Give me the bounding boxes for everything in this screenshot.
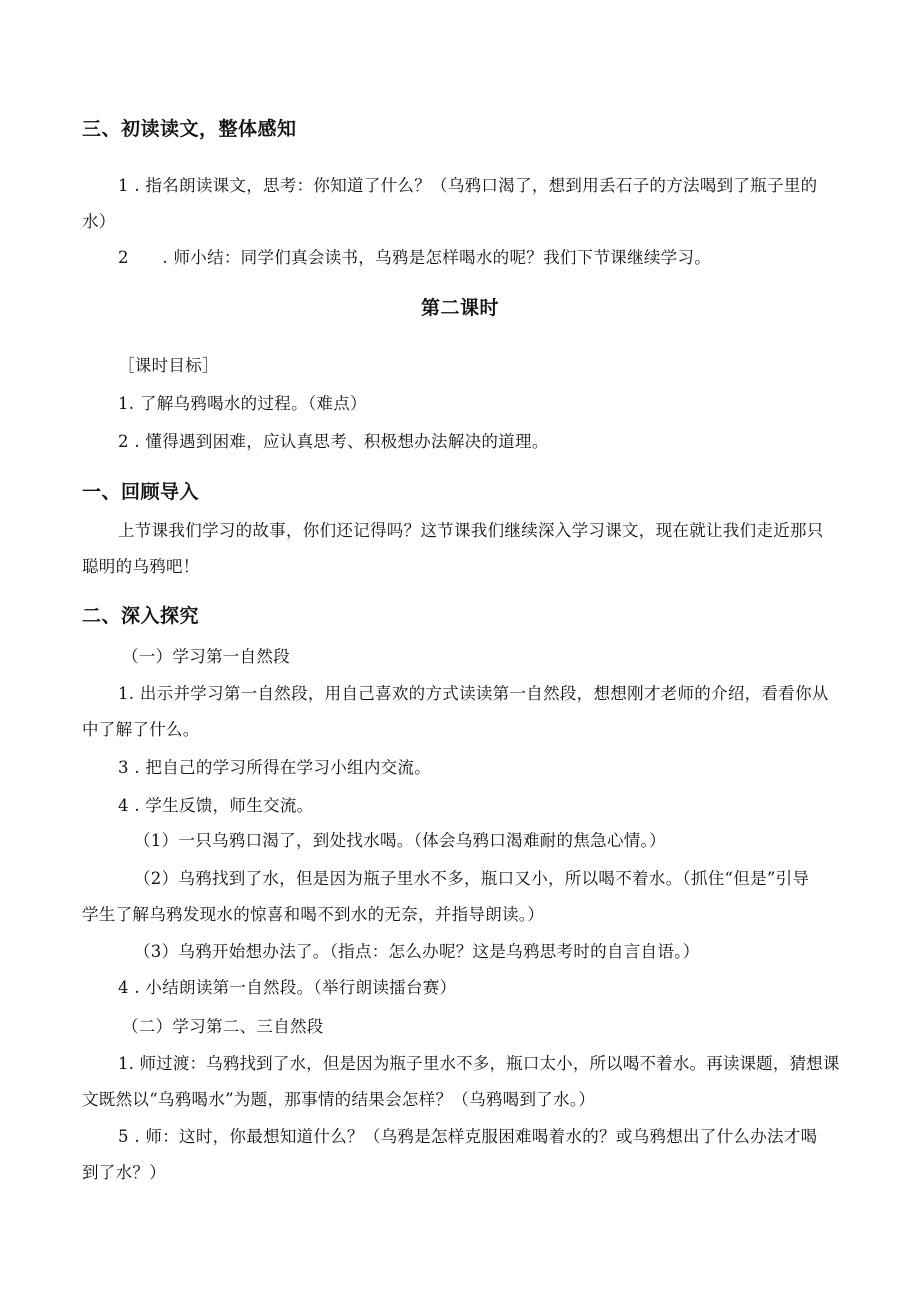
section-heading: 三、初读读文，整体感知 bbox=[82, 118, 297, 140]
paragraph-line: 学生了解乌鸦发现水的惊喜和喝不到水的无奈，并指导朗读。） bbox=[82, 905, 545, 924]
paragraph-line: （1）一只乌鸦口渴了，到处找水喝。（体会乌鸦口渴难耐的焦急心情。） bbox=[134, 831, 666, 850]
goal-item: 2 . 懂得遇到困难，应认真思考、积极想办法解决的道理。 bbox=[118, 432, 549, 451]
lesson-title: 第二课时 bbox=[420, 297, 499, 319]
paragraph-line: 4 . 小结朗读第一自然段。（举行朗读擂台赛） bbox=[118, 978, 457, 997]
section-heading: 一、回顾导入 bbox=[82, 481, 200, 503]
paragraph-line: 聪明的乌鸦吧！ bbox=[82, 557, 200, 576]
paragraph-line: （2）乌鸦找到了水，但是因为瓶子里水不多，瓶口又小，所以喝不着水。（抓住“但是”引导 bbox=[134, 869, 810, 888]
paragraph-line: 5 . 师：这时，你最想知道什么？（乌鸦是怎样克服困难喝着水的？或乌鸦想出了什么办法才喝 bbox=[118, 1127, 818, 1146]
paragraph-line: 1 . 指名朗读课文，思考：你知道了什么？（乌鸦口渴了，想到用丢石子的方法喝到了瓶子里的 bbox=[118, 176, 818, 195]
paragraph-line: （3）乌鸦开始想办法了。（指点：怎么办呢？这是乌鸦思考时的自言自语。） bbox=[134, 942, 700, 961]
paragraph-line: 中了解了什么。 bbox=[82, 720, 200, 739]
subsection-heading: （一）学习第一自然段 bbox=[122, 647, 290, 666]
paragraph-line: 2 . 师小结：同学们真会读书，乌鸦是怎样喝水的呢？我们下节课继续学习。 bbox=[118, 248, 712, 267]
paragraph-line: 1. 出示并学习第一自然段，用自己喜欢的方式读读第一自然段，想想刚才老师的介绍，看看你从 bbox=[118, 684, 829, 703]
paragraph-line: 到了水？） bbox=[82, 1163, 166, 1182]
paragraph-line: 上节课我们学习的故事，你们还记得吗？这节课我们继续深入学习课文，现在就让我们走近那只 bbox=[118, 521, 824, 540]
paragraph-line: 1. 师过渡：乌鸦找到了水，但是因为瓶子里水不多，瓶口太小，所以喝不着水。再读课题，猜想课 bbox=[118, 1054, 840, 1073]
paragraph-line: 水） bbox=[82, 212, 116, 231]
paragraph-line: 文既然以“乌鸦喝水”为题，那事情的结果会怎样？（乌鸦喝到了水。） bbox=[82, 1090, 596, 1109]
paragraph-line: 4 . 学生反馈，师生交流。 bbox=[118, 796, 314, 815]
goal-label: ［课时目标］ bbox=[118, 356, 219, 375]
section-heading: 二、深入探究 bbox=[82, 605, 200, 627]
subsection-heading: （二）学习第二、三自然段 bbox=[122, 1017, 324, 1036]
paragraph-line: 3 . 把自己的学习所得在学习小组内交流。 bbox=[118, 758, 432, 777]
goal-item: 1. 了解乌鸦喝水的过程。（难点） bbox=[118, 394, 367, 413]
